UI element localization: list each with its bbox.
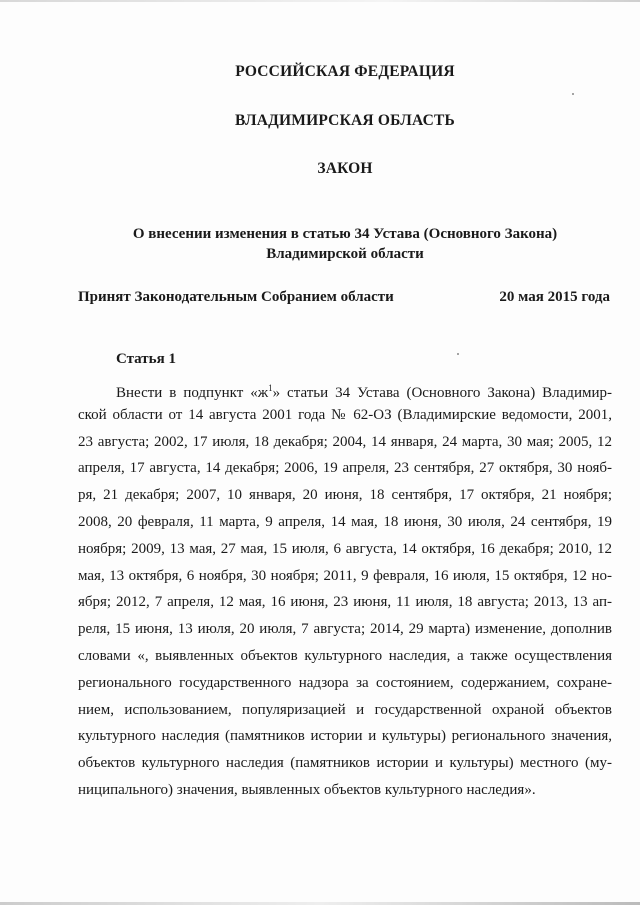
article-line: культурного наследия (памятников истории и культуры) регионального значения, [78, 728, 612, 745]
article-line: ноября; 2009, 13 мая, 27 мая, 15 июля, 6 августа, 14 октября, 16 декабря; 2010, 12 [78, 540, 612, 557]
article-line: объектов культурного наследия (памятников истории и культуры) местного (му- [78, 755, 612, 772]
law-title-line-2: Владимирской области [266, 246, 424, 262]
article-line-text: Внести в подпункт «ж [116, 385, 269, 401]
article-line: 23 августа; 2002, 17 июля, 18 декабря; 2004, 14 января, 24 марта, 30 мая; 2005, 12 [78, 433, 612, 450]
article-line [78, 375, 612, 402]
adoption-line [78, 289, 610, 306]
scan-speck [572, 93, 574, 95]
article-body [78, 375, 612, 804]
article-line: мая, 13 октября, 6 ноября, 30 ноября; 2011, 9 февраля, 16 июля, 15 октября, 12 но- [78, 567, 612, 584]
adoption-body: Принят Законодательным Собранием области [78, 289, 394, 305]
article-line: ской области от 14 августа 2001 года № 62-ОЗ (Владимирские ведомости, 2001, [78, 406, 612, 423]
superscript-index: 1 [268, 383, 273, 393]
article-line: нием, использованием, популяризацией и государственной охраной объектов [78, 701, 612, 718]
article-line: регионального государственного надзора за состоянием, содержанием, сохране- [78, 674, 612, 691]
article-line: апреля, 17 августа, 14 декабря; 2006, 19 апреля, 23 сентября, 27 октября, 30 нояб- [78, 460, 612, 477]
article-heading: Статья 1 [116, 351, 176, 367]
article-line: словами «, выявленных объектов культурного наследия, а также осуществления [78, 647, 612, 664]
law-heading: ЗАКОН [317, 160, 373, 177]
scan-top-edge [0, 0, 640, 2]
article-line: ниципального) значения, выявленных объектов культурного наследия». [78, 781, 536, 798]
article-line: ября; 2012, 7 апреля, 12 мая, 16 июня, 23 июня, 11 июля, 18 августа; 2013, 13 ап- [78, 594, 612, 611]
country-heading: РОССИЙСКАЯ ФЕДЕРАЦИЯ [235, 63, 455, 80]
scan-speck [457, 353, 459, 355]
article-line-text: » статьи 34 Устава (Основного Закона) Владимир- [272, 385, 612, 401]
law-title-line-1: О внесении изменения в статью 34 Устава (Основного Закона) [132, 226, 558, 242]
region-heading: ВЛАДИМИРСКАЯ ОБЛАСТЬ [235, 112, 455, 129]
article-line: реля, 15 июня, 13 июля, 20 июля, 7 августа; 2014, 29 марта) изменение, дополнив [78, 621, 612, 638]
adoption-date: 20 мая 2015 года [499, 289, 610, 305]
article-line: 2008, 20 февраля, 11 марта, 9 апреля, 14 мая, 18 июня, 30 июля, 24 сентября, 19 [78, 513, 612, 530]
article-line: ря, 21 декабря; 2007, 10 января, 20 июня, 18 сентября, 17 октября, 21 ноября; [78, 487, 612, 504]
